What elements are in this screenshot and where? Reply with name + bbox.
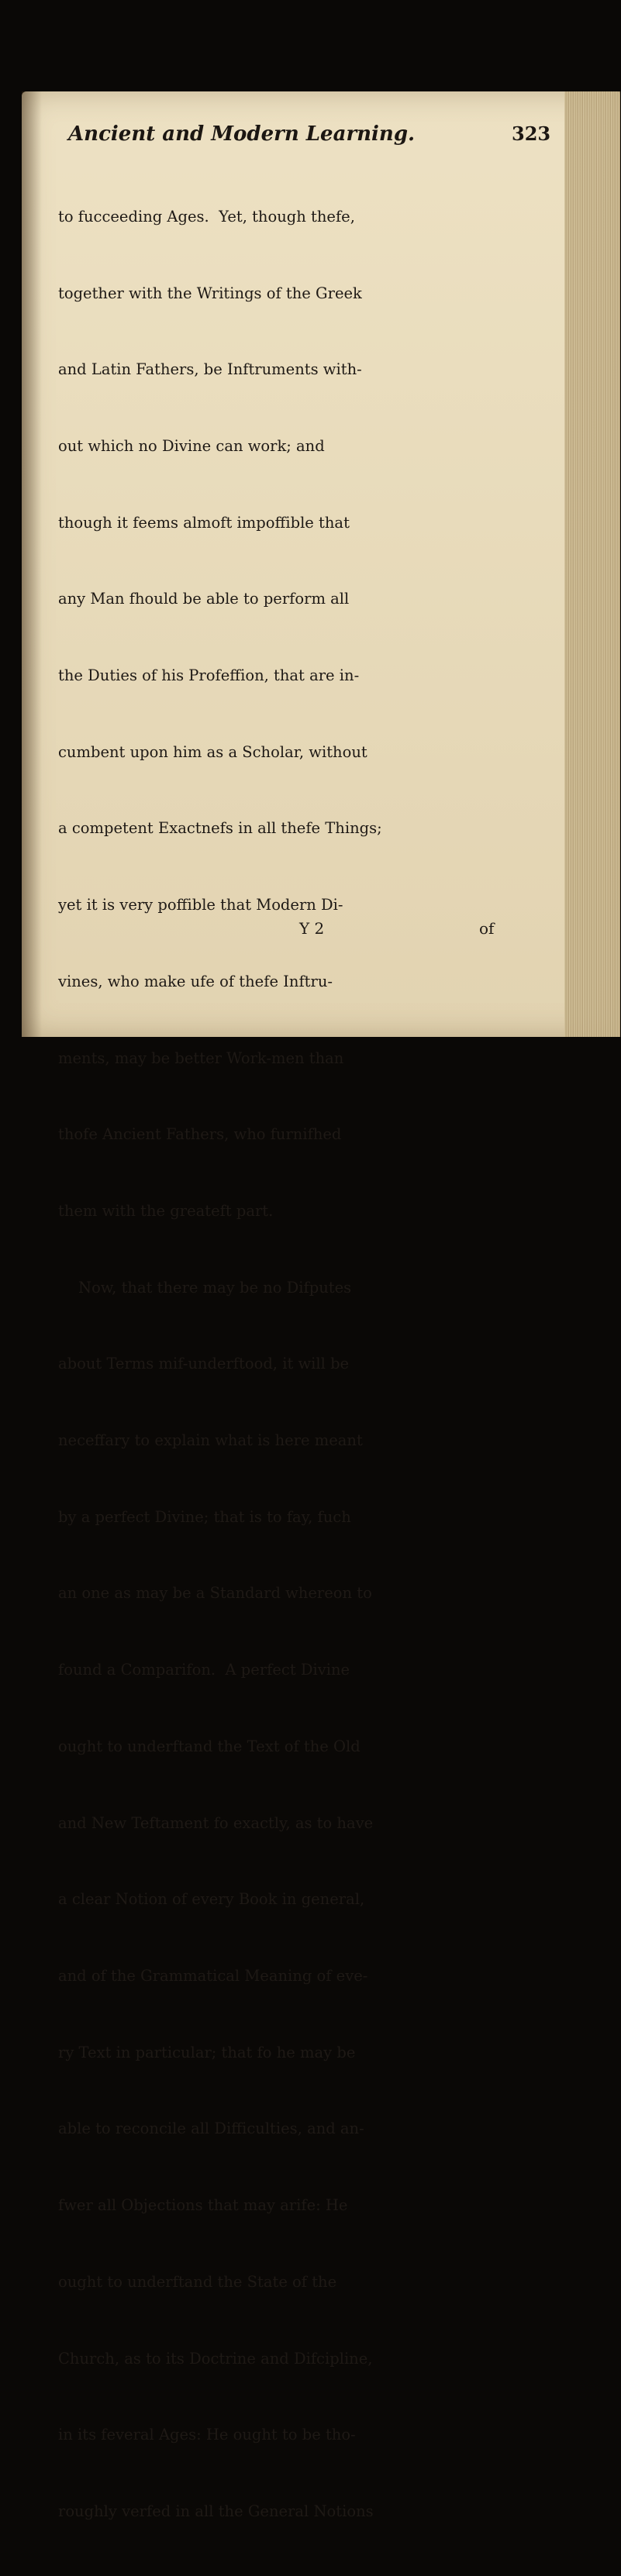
text-line: them with the greateft part. [58, 1201, 274, 1220]
text-line: ments, may be better Work-men than [58, 1049, 344, 1067]
catchword: of [479, 919, 495, 938]
text-line: roughly verfed in all the General Notions [58, 2502, 374, 2520]
text-line: ry Text in particular; that fo he may be [58, 2043, 356, 2061]
signature-mark: Y 2 [299, 919, 325, 938]
text-line: cumbent upon him as a Scholar, without [58, 742, 367, 761]
running-head: Ancient and Modern Learning. [68, 122, 416, 146]
text-line: Church, as to its Doctrine and Difcipline, [58, 2349, 373, 2368]
text-line: and of the Grammatical Meaning of eve- [58, 1966, 368, 1985]
text-line: able to reconcile all Difficulties, and an- [58, 2120, 364, 2138]
text-line: a clear Notion of every Book in general, [58, 1890, 365, 1909]
book-page [22, 91, 620, 2520]
page-fore-edge [564, 91, 620, 1037]
page-gutter-shadow [22, 91, 42, 1037]
text-line: by a perfect Divine; that is to fay, fuch [58, 1507, 351, 1526]
text-line: and New Teftament fo exactly, as to have [58, 1813, 374, 1832]
body-text [58, 153, 512, 2576]
page-number: 323 [512, 122, 551, 145]
text-line: fwer all Objections that may arife: He [58, 2196, 348, 2215]
text-line: the Duties of his Profeffion, that are in- [58, 666, 360, 685]
text-line: ought to underftand the State of the [58, 2272, 337, 2291]
text-line: in its feveral Ages: He ought to be tho- [58, 2426, 356, 2444]
text-line: found a Comparifon. A perfect Divine [58, 1661, 350, 1679]
text-line: together with the Writings of the Greek [58, 284, 362, 302]
text-line: thofe Ancient Fathers, who furnifhed [58, 1125, 342, 1144]
text-line: vines, who make ufe of thefe Inftru- [58, 972, 333, 990]
text-line: any Man fhould be able to perform all [58, 590, 350, 608]
text-line: about Terms mif-underftood, it will be [58, 1355, 350, 1373]
text-line: Now, that there may be no Difputes [78, 1278, 352, 1297]
text-line: yet it is very poffible that Modern Di- [58, 896, 343, 914]
text-line: a competent Exactnefs in all thefe Things; [58, 819, 382, 838]
text-line: and Latin Fathers, be Inftruments with- [58, 360, 362, 379]
text-line: neceffary to explain what is here meant [58, 1431, 363, 1450]
text-line: to fucceeding Ages. Yet, though thefe, [58, 207, 355, 226]
text-line: out which no Divine can work; and [58, 436, 325, 455]
text-line: though it feems almoft impoffible that [58, 513, 350, 532]
text-line: ought to underftand the Text of the Old [58, 1737, 361, 1755]
text-line: an one as may be a Standard whereon to [58, 1584, 372, 1603]
